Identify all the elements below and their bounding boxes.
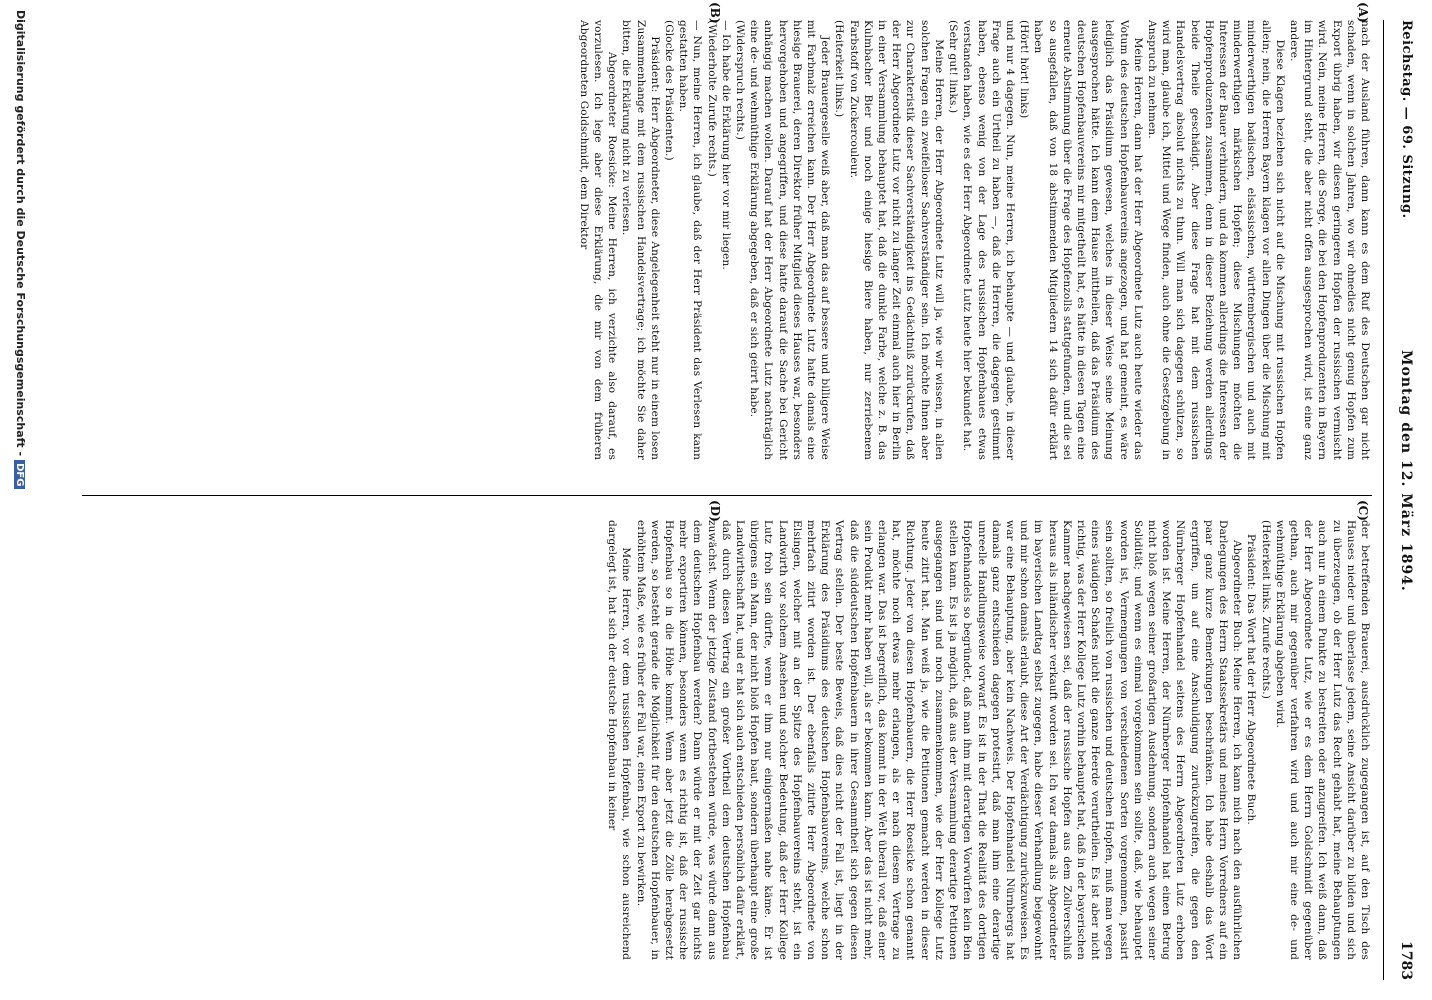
text-column-left: nach der Ausland führen, dann kann es dem Ruf des Deutschen gar nicht schaden, wenn in solchen Jahren, wo wir ohnedies nicht genug Hopfen zum Export übrig haben, wir diesen geringeren Hopfen der russischen vermischt wird. Nein, meine Herren, die Sorge, die bei den Hopfenproduzenten in Bayern im Hintergrund steht, die aber nicht offen ausgesprochen wird, ist eine ganz andere. Diese Klagen beziehen sich nicht auf die Mischung mit russischen Hopfen allein; nein, die Herren Bayern klagen vor allen Dingen über die Mischung mit minderwerthigen badischen, elsässischen, württembergischen und auch mit minderwerthigen märkischen Hopfen; diese Mischungen möchten die Interessen der Bauer verhindern, und da kommen allerdings die Interessen der Hopfenproduzenten zusammen, denn in dieser Beziehung werden allerdings beide Theile geschädigt. Aber diese Frage hat mit dem russischen Handelsvertrag absolut nichts zu thun. Will man sich dagegen schützen, so wird man, glaube ich, Mittel und Wege finden, auch ohne die Gesetzgebung in Anspruch zu nehmen. Meine Herren, dann hat der Herr Abgeordnete Lutz auch heute wieder das Votum des deutschen Hopfenbauvereins angezogen, und hat gemeint, es wäre lediglich das Präsidium gewesen, welches in dieser Weise seine Meinung ausgesprochen hätte. Ich kann dem Hause mittheilen, daß das Präsidium des deutschen Hopfenbauvereins mir mitgetheilt hat, es hätte in diesen Tagen eine erneute Abstimmung über die Frage des Hopfenzolls stattgefunden, und die sei so ausgefallen, daß von 18 abstimmenden Mitgliedern 14 sich dafür erklärt haben (Hört! hört! links) und nur 4 dagegen. Nun, meine Herren, ich behaupte — und glaube, in dieser Frage auch ein Urtheil zu haben —, daß die Herren, die dagegen gestimmt haben, ebenso wenig von der Lage des russischen Hopfenbaues etwas verstanden haben, wie es der Herr Abgeordnete Lutz heute hier bekundet hat. (Sehr gut! links.) Meine Herren, der Herr Abgeordnete Lutz will ja, wie wir wissen, in allen solchen Fragen ein zweifelloser Sachverständiger sein. Ich möchte Ihnen aber zur Charakteristik dieser Sachverständigkeit ins Gedächtniß zurückrufen, daß der Herr Abgeordnete Lutz vor nicht zu langer Zeit einmal auch hier in Berlin in einer Versammlung behauptet hat, daß die dunkle Farbe, welche z. B. das Kulmbacher Bier und noch einige hiesige Biere haben, nur zerriebenem Farbstoff von Zuckercouleur. (Heiterkeit links.) Jeder Brauergeselle weiß aber, daß man das auf bessere und billigere Weise mit Farbmalz erreichen kann. Der Herr Abgeordnete Lutz hatte damals eine hiesige Brauerei, deren Direktor früher Mitglied dieses Hauses war, besonders hervorgehoben und angegriffen, und diese hatte darauf die Sache bei Gericht anhängig machen wollen. Darauf hat der Herr Abgeordnete Lutz nachträglich eine de- und wehmüthige Erklärung abgegeben, daß er sich geirrt habe. (Widerspruch rechts.) — Ich habe die Erklärung hier vor mir liegen. (Wiederholte Zurufe rechts.) — Nun, meine Herren, ich glaube, daß der Herr Präsident das Verlesen kann gestatten haben. (Glocke des Präsidenten.) Präsident: Herr Abgeordneter, diese Angelegenheit steht nur in einem losen Zusammenhange mit dem russischen Handelsvertrage; ich möchte Sie daher bitten, die Erklärung nicht zu verlesen. Abgeordneter Roesicke: Meine Herren, ich verzichte also darauf, es vorzulesen. Ich lege aber diese Erklärung, die mir von dem früheren Abgeordneten Goldschmidt, dem Direktor bbox=[577, 20, 1371, 461]
page-header bbox=[1382, 20, 1422, 980]
header-rule bbox=[1383, 20, 1384, 980]
column-marker-c: (C) bbox=[1356, 500, 1370, 521]
column-marker-b: (B) bbox=[708, 2, 722, 24]
column-marker-d: (D) bbox=[708, 500, 722, 522]
header-session: Reichstag. — 69. Sitzung. bbox=[1399, 20, 1414, 219]
dfg-logo: DFG bbox=[14, 460, 25, 489]
credit-text: Digitalisierung gefördert durch die Deutsche Forschungsgemeinschaft - bbox=[14, 10, 27, 457]
header-date: Montag den 12. März 1894. bbox=[1398, 350, 1414, 592]
digitization-credit bbox=[14, 10, 27, 990]
page-number: 1783 bbox=[1398, 941, 1414, 980]
column-marker-a: (A) bbox=[1356, 2, 1370, 23]
column-divider bbox=[82, 495, 1372, 496]
text-column-right: der betreffenden Brauerei, ausdrücklich zugegangen ist, auf den Tisch des Hauses nieder und überlasse jedem, seine Ansicht darüber zu bilden und sich zu überzeugen, ob der Herr Lutz das Recht gehabt hat, meine Behauptungen auch nur in einem Punkte zu bestreiten oder anzugreifen. Ich weiß dann, daß der Herr Abgeordnete Lutz, wie er es dem Herrn Goldschmidt gegenüber gethan, auch mir gegenüber verfahren wird und auch mir eine de- und wehmüthige Erklärung abgeben wird. (Heiterkeit links. Zurufe rechts.) Präsident: Das Wort hat der Herr Abgeordnete Buch. Abgeordneter Buch: Meine Herren, ich kann mich nach den ausführlichen Darlegungen des Herrn Staatssekretärs und meines Herrn Vorredners auf ein paar ganz kurze Bemerkungen beschränken. Ich habe deshalb das Wort ergriffen, um auf eine Anschuldigung zurückzugreifen, die gegen den Nürnberger Hopfenhandel seitens des Herrn Abgeordneten Lutz erhoben worden ist. Meine Herren, der Nürnberger Hopfenhandel hat einen Betrug nicht bloß wegen seiner großartigen Ausdehnung, sondern auch wegen seiner Solidität; und wenn es einmal vorgekommen sein sollte, daß, wie behauptet worden ist, Vermengungen von verschiedenen Sorten vorgenommen, passirt sein sollten, so freilich von russischen und deutschen Hopfen, muß man wegen eines räudigen Schafes nicht die ganze Heerde verurtheilen. Es ist aber nicht richtig, was der Herr Kollege Lutz vorhin behauptet hat, daß in der bayerischen Kammer nachgewiesen sei, daß der russische Hopfen aus dem Zollverschluß heraus als inländischer verkauft worden sei. Ich war damals als Abgeordneter im bayerischen Landtag selbst zugegen, habe dieser Verhandlung beigewohnt und mir schon damals erlaubt, diese Art der Verdächtigung zurückzuweisen. Es war eine Behauptung, aber kein Nachweis. Der Hopfenhandel Nürnbergs hat damals ganz entschieden dagegen protestirt, daß man ihm eine derartige unreelle Handlungsweise vorwarf. Es ist in der That die Realität des dortigen Hopfenhandels so begründet, daß man ihm mit derartigen Vorwürfen kein Bein stellen kann. Es ist ja möglich, daß aus der Versammlung derartige Petitionen ausgegangen sind und noch zusammenkommen, wie der Herr Kollege Lutz heute zitirt hat. Man weiß ja, wie die Petitionen gemacht werden in dieser Richtung. Jeder von diesen Hopfenbauern, die Herr Roesicke schon genannt hat, möchte noch etwas mehr erlangen, als er nach diesem Vertrage zu erlangen war. Das ist begreiflich, das kommt in der Welt überall vor, daß einer sein Produkt mehr haben will, als er bekommen kann. Aber das ist nicht mehr, daß die süddeutschen Hopfenbauern in ihrer Gesammtheit sich gegen diesen Vertrag stellen. Der beste Beweis, daß dies nicht der Fall ist, liegt in der Erklärung des Präsidiums des deutschen Hopfenbauvereins, welche schon mehrfach zitirt worden ist. Der ebenfalls zitirte Herr Abgeordnete von Elsingen, welcher mit an der Spitze des Hopfenbauvereins steht, ist ein Landwirth vor solchem Ansehen und solcher Bedeutung, daß der Herr Kollege Lutz froh sein dürfte, wenn er ihm nur einigermaßen nahe käme. Er ist übrigens ein Mann, der nicht bloß Hopfen baut, sondern überhaupt eine große Landwirthschaft hat, und er hat sich auch entschieden persönlich dafür erklärt, daß durch diesen Vertrag ein großer Vortheil dem deutschen Hopfenbau zuwächst. Wenn der jetzige Zustand fortbestehen würde, was würde dann aus dem deutschen Hopfenbau werden? Dann würde er mit der Zeit gar nichts mehr exportiren können, besonders wenn es richtig ist, daß der russische Hopfenbau so in die Höhe kommt. Wenn aber jetzt die Zölle herabgesetzt werden, so besteht gerade die Möglichkeit für den deutschen Hopfenbauer, in erhöhtem Maße, wie es früher der Fall war, einen Export zu bewirken. Meine Herren, vor dem russischen Hopfenbau, wie schon ausreichend dargelegt ist, hat sich der deutsche Hopfenbau in keiner bbox=[606, 520, 1371, 960]
